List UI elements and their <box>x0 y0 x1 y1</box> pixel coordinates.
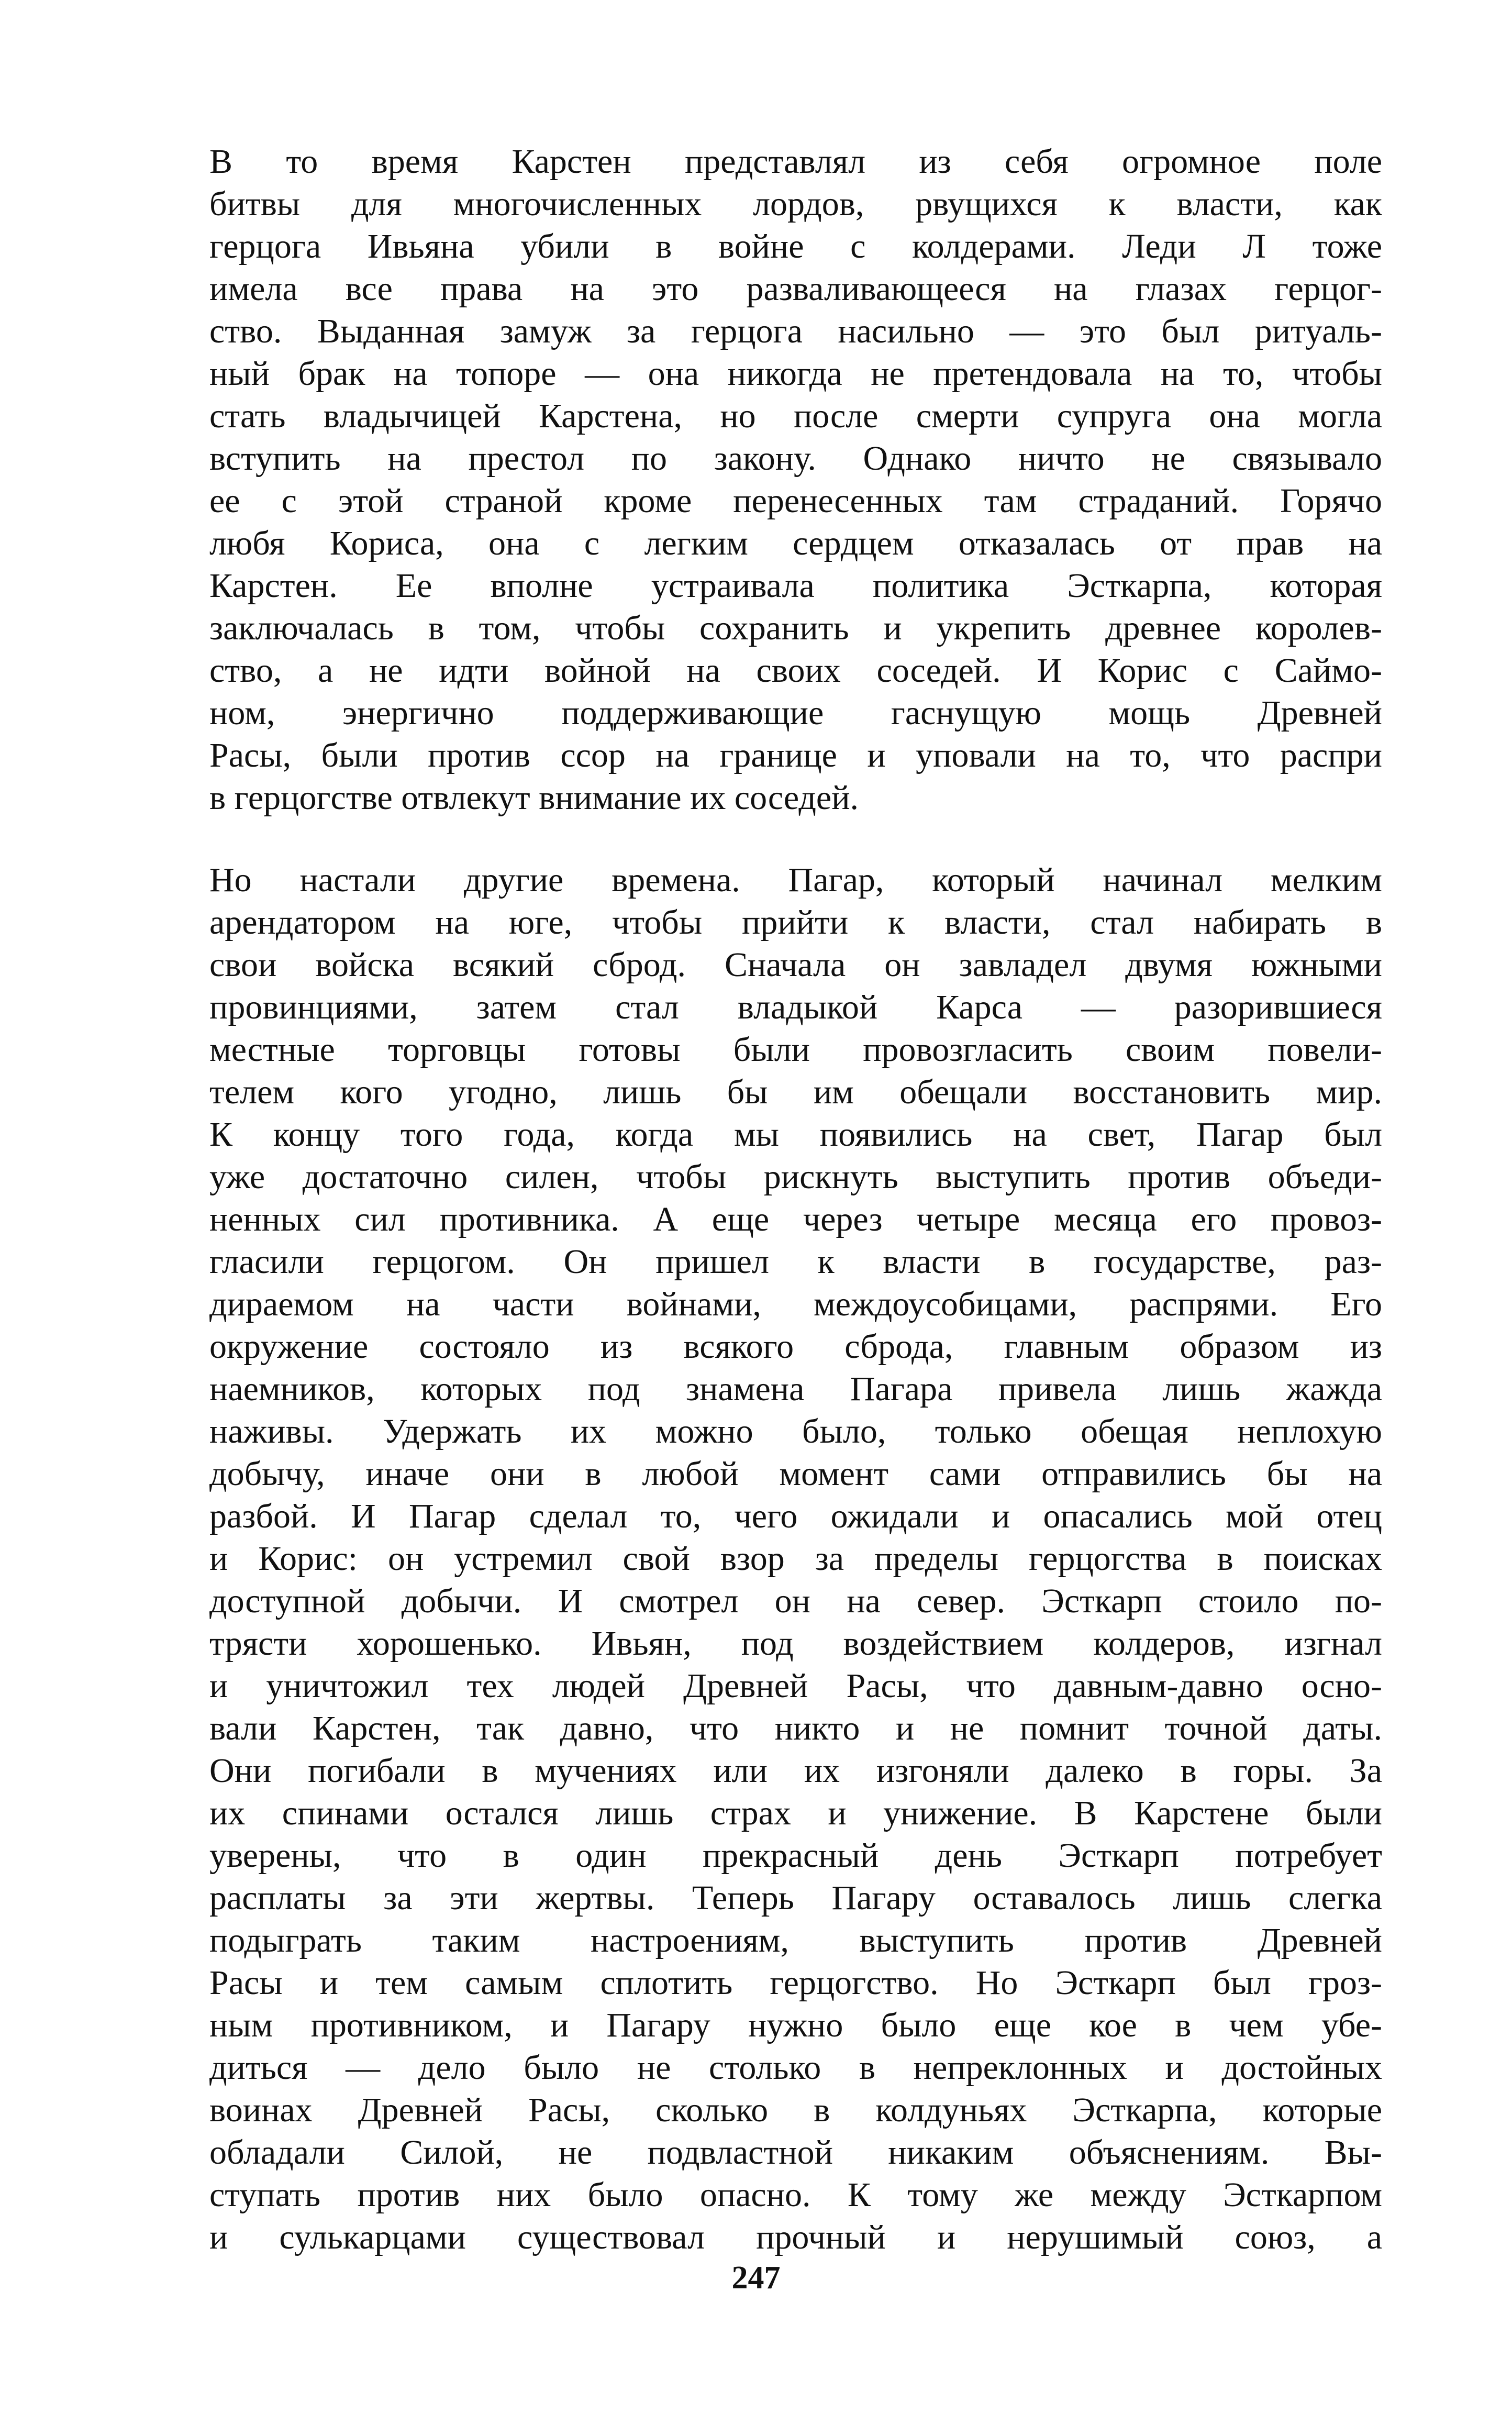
text-line: в герцогстве отвлекут внимание их соседей. <box>209 779 859 817</box>
text-line: ство. Выданная замуж за герцога насильно — это был ритуаль- <box>209 312 1382 350</box>
text-line: Они погибали в мучениях или их изгоняли далеко в горы. За <box>209 1752 1382 1790</box>
text-line: воинах Древней Расы, сколько в колдуньях Эсткарпа, которые <box>209 2091 1382 2129</box>
text-line: и сулькарцами существовал прочный и нерушимый союз, а <box>209 2218 1382 2256</box>
text-line: телем кого угодно, лишь бы им обещали восстановить мир. <box>209 1073 1382 1111</box>
text-line: дираемом на части войнами, междоусобицами, распрями. Его <box>209 1285 1382 1323</box>
text-line: и Корис: он устремил свой взор за пределы герцогства в поисках <box>209 1540 1382 1578</box>
text-line: их спинами остался лишь страх и унижение. В Карстене были <box>209 1794 1382 1832</box>
text-line: вступить на престол по закону. Однако ничто не связывало <box>209 439 1382 478</box>
text-line: и уничтожил тех людей Древней Расы, что давным-давно осно- <box>209 1667 1382 1705</box>
text-line: Расы и тем самым сплотить герцогство. Но Эсткарп был гроз- <box>209 1964 1382 2002</box>
text-line: арендатором на юге, чтобы прийти к власти, стал набирать в <box>209 903 1382 942</box>
text-line: разбой. И Пагар сделал то, чего ожидали и опасались мой отец <box>209 1497 1382 1535</box>
text-line: любя Кориса, она с легким сердцем отказалась от прав на <box>209 524 1382 562</box>
text-line: ступать против них было опасно. К тому же между Эсткарпом <box>209 2176 1382 2214</box>
text-line: имела все права на это разваливающееся на глазах герцог- <box>209 270 1382 308</box>
text-line: расплаты за эти жертвы. Теперь Пагару оставалось лишь слегка <box>209 1879 1382 1917</box>
text-line: уже достаточно силен, чтобы рискнуть выступить против объеди- <box>209 1158 1382 1196</box>
text-line: ный брак на топоре — она никогда не претендовала на то, чтобы <box>209 355 1382 393</box>
text-line: доступной добычи. И смотрел он на север. Эсткарп стоило по- <box>209 1582 1382 1620</box>
text-line: вали Карстен, так давно, что никто и не помнит точной даты. <box>209 1709 1382 1747</box>
text-line: гласили герцогом. Он пришел к власти в государстве, раз- <box>209 1243 1382 1281</box>
text-line: Карстен. Ее вполне устраивала политика Эсткарпа, которая <box>209 567 1382 605</box>
paragraph-2 <box>209 859 1382 2258</box>
text-line: ее с этой страной кроме перенесенных там страданий. Горячо <box>209 482 1382 520</box>
text-line: трясти хорошенько. Ивьян, под воздействием колдеров, изгнал <box>209 1624 1382 1663</box>
text-line: заключалась в том, чтобы сохранить и укрепить древнее королев- <box>209 609 1382 647</box>
text-line: местные торговцы готовы были провозгласить своим повели- <box>209 1031 1382 1069</box>
text-line: ненных сил противника. А еще через четыре месяца его провоз- <box>209 1200 1382 1238</box>
text-line: подыграть таким настроениям, выступить против Древней <box>209 1921 1382 1959</box>
text-line: добычу, иначе они в любой момент сами отправились бы на <box>209 1455 1382 1493</box>
text-line: Но настали другие времена. Пагар, который начинал мелким <box>209 861 1382 899</box>
text-line: Расы, были против ссор на границе и уповали на то, что распри <box>209 736 1382 774</box>
text-line: уверены, что в один прекрасный день Эсткарп потребует <box>209 1836 1382 1875</box>
text-line: герцога Ивьяна убили в войне с колдерами. Леди Л тоже <box>209 227 1382 265</box>
text-line: наемников, которых под знамена Пагара привела лишь жажда <box>209 1370 1382 1408</box>
text-line: обладали Силой, не подвластной никаким объяснениям. Вы- <box>209 2133 1382 2172</box>
text-line: ным противником, и Пагару нужно было еще кое в чем убе- <box>209 2006 1382 2044</box>
text-line: К концу того года, когда мы появились на свет, Пагар был <box>209 1115 1382 1154</box>
text-line: стать владычицей Карстена, но после смерти супруга она могла <box>209 397 1382 435</box>
text-line: провинциями, затем стал владыкой Карса — разорившиеся <box>209 988 1382 1026</box>
text-line: свои войска всякий сброд. Сначала он завладел двумя южными <box>209 946 1382 984</box>
page-number: 247 <box>731 2260 781 2296</box>
paragraph-1 <box>209 140 1382 819</box>
text-line: диться — дело было не столько в непреклонных и достойных <box>209 2049 1382 2087</box>
text-line: наживы. Удержать их можно было, только обещая неплохую <box>209 1412 1382 1450</box>
text-line: битвы для многочисленных лордов, рвущихся к власти, как <box>209 185 1382 223</box>
text-line: ство, а не идти войной на своих соседей. И Корис с Саймо- <box>209 651 1382 690</box>
text-line: ном, энергично поддерживающие гаснущую мощь Древней <box>209 694 1382 732</box>
text-line: окружение состояло из всякого сброда, главным образом из <box>209 1327 1382 1366</box>
text-line: В то время Карстен представлял из себя огромное поле <box>209 142 1382 181</box>
